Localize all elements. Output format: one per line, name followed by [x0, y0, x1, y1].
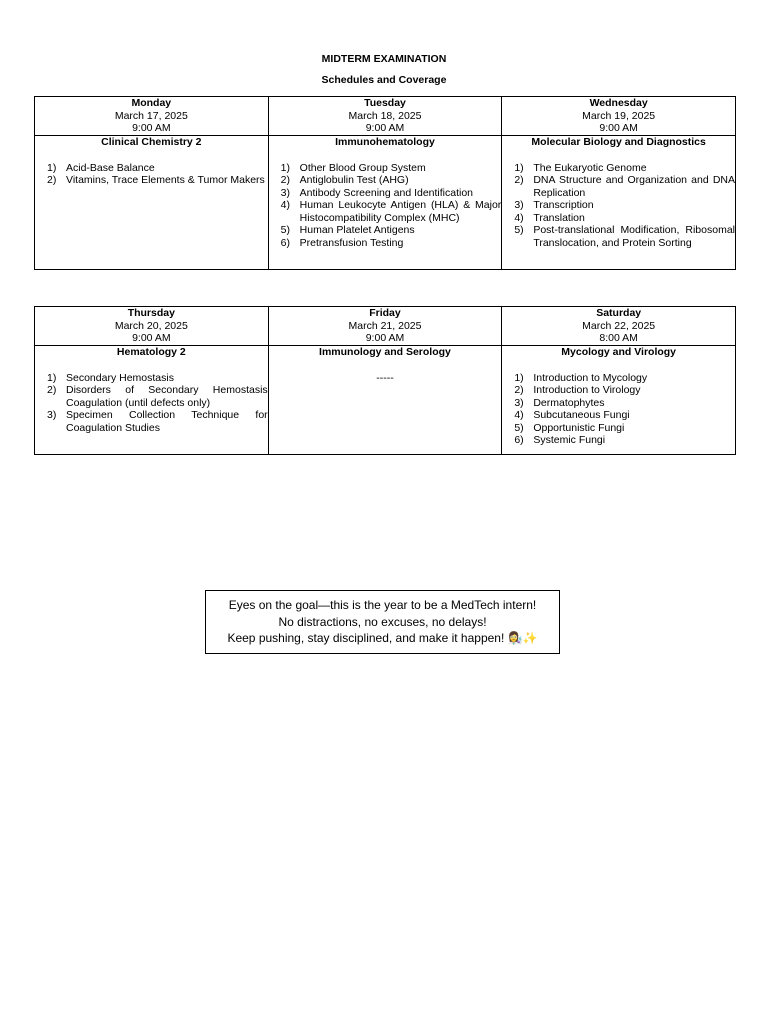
- topic-text: The Eukaryotic Genome: [533, 161, 647, 174]
- topic-text: Pretransfusion Testing: [299, 237, 404, 250]
- topic-text: Dermatophytes: [533, 396, 605, 409]
- topic-text: Introduction to Mycology: [533, 371, 648, 384]
- exam-time: 9:00 AM: [365, 122, 405, 134]
- exam-date: March 20, 2025: [114, 319, 188, 332]
- day-name: Tuesday: [364, 97, 406, 109]
- day-name: Monday: [131, 97, 172, 109]
- topic-item: [502, 199, 735, 212]
- topic-number: 6): [280, 237, 290, 250]
- topic-item: [35, 162, 268, 175]
- topic-number: 2): [47, 174, 57, 187]
- subject-title: Clinical Chemistry 2: [101, 135, 202, 148]
- topic-number: 3): [280, 186, 290, 199]
- topic-item: [502, 162, 735, 175]
- coverage-cell-wednesday: [502, 135, 736, 269]
- topic-text: Secondary Hemostasis: [66, 371, 174, 384]
- topic-text: Other Blood Group System: [299, 161, 426, 174]
- subject-title: Mycology and Virology: [561, 345, 677, 358]
- topic-item: [502, 212, 735, 225]
- motto-line-2: No distractions, no excuses, no delays!: [278, 614, 487, 629]
- exam-date: March 22, 2025: [582, 319, 656, 332]
- schedule-table-week1: [34, 96, 736, 270]
- topic-item: [502, 384, 735, 397]
- coverage-cell-saturday: [502, 345, 736, 454]
- topic-item: [502, 422, 735, 435]
- topic-number: 3): [514, 199, 524, 212]
- topic-text: Translation: [533, 211, 585, 224]
- scientist-sparkles-emoji: 👩‍🔬✨: [507, 631, 538, 645]
- day-header-thursday: [35, 307, 269, 346]
- topic-item: [35, 409, 268, 434]
- topic-text: Systemic Fungi: [533, 434, 606, 447]
- topic-number: 5): [514, 224, 524, 237]
- exam-date: March 21, 2025: [348, 319, 422, 332]
- document-title: MIDTERM EXAMINATION: [321, 53, 447, 65]
- coverage-row: [35, 135, 736, 269]
- topic-item: [502, 174, 735, 199]
- topic-number: 5): [514, 421, 524, 434]
- topic-text: Disorders of Secondary Hemostasis Coagulation (until defects only): [66, 384, 268, 409]
- topic-list: [502, 372, 735, 448]
- exam-time: 9:00 AM: [132, 332, 171, 344]
- topic-text: Opportunistic Fungi: [533, 421, 625, 434]
- topic-item: [269, 174, 502, 187]
- topic-number: 6): [514, 434, 524, 447]
- day-header-monday: [35, 97, 269, 136]
- subject-title: Molecular Biology and Diagnostics: [531, 135, 706, 148]
- topic-text: Acid-Base Balance: [66, 161, 155, 174]
- topic-item: [269, 187, 502, 200]
- topic-item: [502, 224, 735, 249]
- topic-list: [35, 162, 268, 187]
- exam-time: 9:00 AM: [132, 122, 171, 134]
- topic-number: 2): [47, 384, 57, 397]
- topic-list: [502, 162, 735, 250]
- topic-item: [269, 199, 502, 224]
- topic-text: Vitamins, Trace Elements & Tumor Makers: [66, 174, 265, 187]
- motivation-box: [205, 590, 560, 654]
- day-header-friday: [268, 307, 502, 346]
- no-coverage-placeholder: -----: [376, 371, 394, 384]
- topic-item: [35, 372, 268, 385]
- topic-number: 3): [47, 409, 57, 422]
- schedule-table-week2: [34, 306, 736, 455]
- topic-item: [269, 224, 502, 237]
- topic-number: 4): [514, 409, 524, 422]
- topic-number: 2): [280, 174, 290, 187]
- topic-text: Specimen Collection Technique for Coagulation Studies: [66, 409, 268, 434]
- day-header-row: [35, 307, 736, 346]
- document-subtitle: Schedules and Coverage: [321, 74, 447, 86]
- subject-title: Immunohematology: [335, 135, 435, 148]
- topic-item: [269, 162, 502, 175]
- topic-text: Post-translational Modification, Ribosomal Translocation, and Protein Sorting: [533, 224, 735, 250]
- exam-date: March 19, 2025: [582, 109, 656, 122]
- topic-number: 4): [514, 211, 524, 224]
- subject-title: Hematology 2: [116, 345, 186, 358]
- topic-number: 5): [280, 224, 290, 237]
- topic-text: Human Leukocyte Antigen (HLA) & Major Histocompatibility Complex (MHC): [299, 199, 502, 224]
- topic-item: [35, 384, 268, 409]
- topic-item: [502, 397, 735, 410]
- topic-item: [35, 174, 268, 187]
- topic-list: [269, 162, 502, 250]
- topic-text: DNA Structure and Organization and DNA Replication: [533, 174, 735, 199]
- topic-number: 1): [514, 371, 524, 384]
- exam-time: 9:00 AM: [365, 332, 405, 344]
- motto-line-3: [206, 630, 559, 647]
- day-name: Thursday: [127, 307, 175, 319]
- topic-text: Antibody Screening and Identification: [299, 186, 474, 199]
- topic-text: Antiglobulin Test (AHG): [299, 174, 409, 187]
- topic-item: [269, 237, 502, 250]
- topic-number: 1): [514, 161, 524, 174]
- coverage-cell-thursday: [35, 345, 269, 454]
- exam-time: 9:00 AM: [599, 122, 638, 134]
- topic-item: [502, 434, 735, 447]
- subject-title: Immunology and Serology: [319, 345, 451, 358]
- topic-item: [502, 372, 735, 385]
- topic-text: Subcutaneous Fungi: [533, 409, 630, 422]
- coverage-row: [35, 345, 736, 454]
- day-name: Friday: [369, 307, 401, 319]
- topic-number: 1): [47, 161, 57, 174]
- topic-number: 4): [280, 199, 290, 212]
- day-name: Wednesday: [589, 97, 648, 109]
- topic-list: [35, 372, 268, 435]
- topic-item: [502, 409, 735, 422]
- exam-time: 8:00 AM: [599, 332, 638, 344]
- topic-number: 3): [514, 396, 524, 409]
- day-name: Saturday: [596, 307, 642, 319]
- topic-number: 1): [47, 371, 57, 384]
- motto-line-1: Eyes on the goal—this is the year to be a MedTech intern!: [228, 598, 537, 612]
- topic-number: 2): [514, 384, 524, 397]
- topic-number: 1): [280, 161, 290, 174]
- exam-date: March 18, 2025: [348, 109, 422, 122]
- topic-text: Transcription: [533, 199, 594, 212]
- topic-text: Human Platelet Antigens: [299, 224, 415, 237]
- coverage-cell-friday: [268, 345, 502, 454]
- coverage-cell-tuesday: [268, 135, 502, 269]
- coverage-cell-monday: [35, 135, 269, 269]
- day-header-saturday: [502, 307, 736, 346]
- topic-text: Introduction to Virology: [533, 384, 641, 397]
- day-header-row: [35, 97, 736, 136]
- exam-date: March 17, 2025: [114, 109, 188, 122]
- day-header-tuesday: [268, 97, 502, 136]
- motto-line-3-text: Keep pushing, stay disciplined, and make it happen!: [227, 631, 505, 645]
- day-header-wednesday: [502, 97, 736, 136]
- topic-number: 2): [514, 174, 524, 187]
